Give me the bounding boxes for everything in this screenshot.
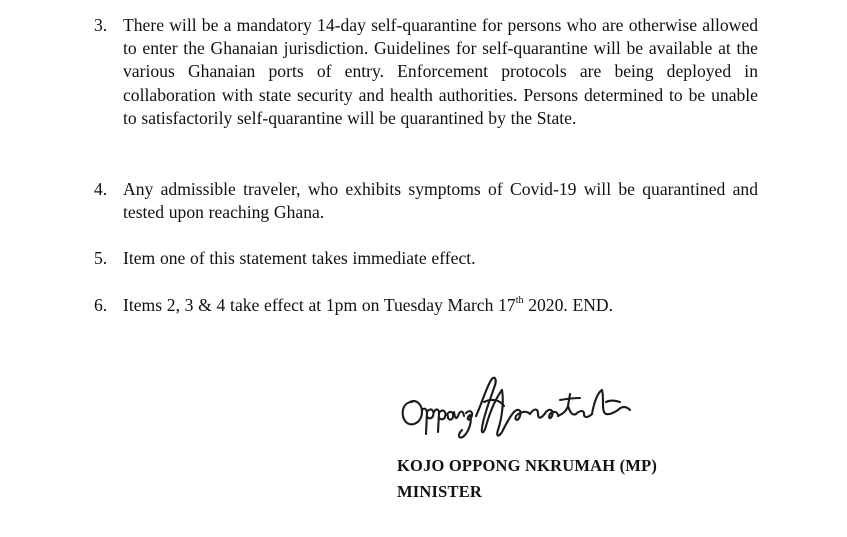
- list-item-4: [94, 178, 758, 224]
- item-text: Any admissible traveler, who exhibits symptoms of Covid-19 will be quarantined and tested upon reaching Ghana.: [123, 179, 758, 223]
- item-text: [123, 294, 758, 317]
- item-number: 5.: [94, 248, 108, 268]
- item-text: There will be a mandatory 14-day self-quarantine for persons who are otherwise allowed to enter the Ghanaian jurisdiction. Guidelines for self-quarantine will be available at the various Ghanaian ports of entry. Enforcement protocols are being deployed in collaboration with state security and health authorities. Persons determined to be unable to satisfactorily self-quarantine will be quarantined by the State.: [123, 15, 758, 128]
- list-item-3: [94, 14, 758, 130]
- signer-name: KOJO OPPONG NKRUMAH (MP): [397, 456, 658, 475]
- signer-title: MINISTER: [397, 482, 483, 501]
- item-text-end: 2020. END.: [523, 295, 614, 315]
- handwritten-signature: [398, 372, 634, 444]
- item-text: Item one of this statement takes immediate effect.: [123, 248, 476, 268]
- item-number: 4.: [94, 179, 108, 199]
- item-text-main: Items 2, 3 & 4 take effect at 1pm on Tuesday March 17: [123, 295, 516, 315]
- list-item-5: [94, 247, 758, 270]
- ordinal-superscript: th: [515, 295, 524, 307]
- item-number: 6.: [94, 295, 108, 315]
- list-item-6: [94, 294, 758, 317]
- item-number: 3.: [94, 15, 108, 35]
